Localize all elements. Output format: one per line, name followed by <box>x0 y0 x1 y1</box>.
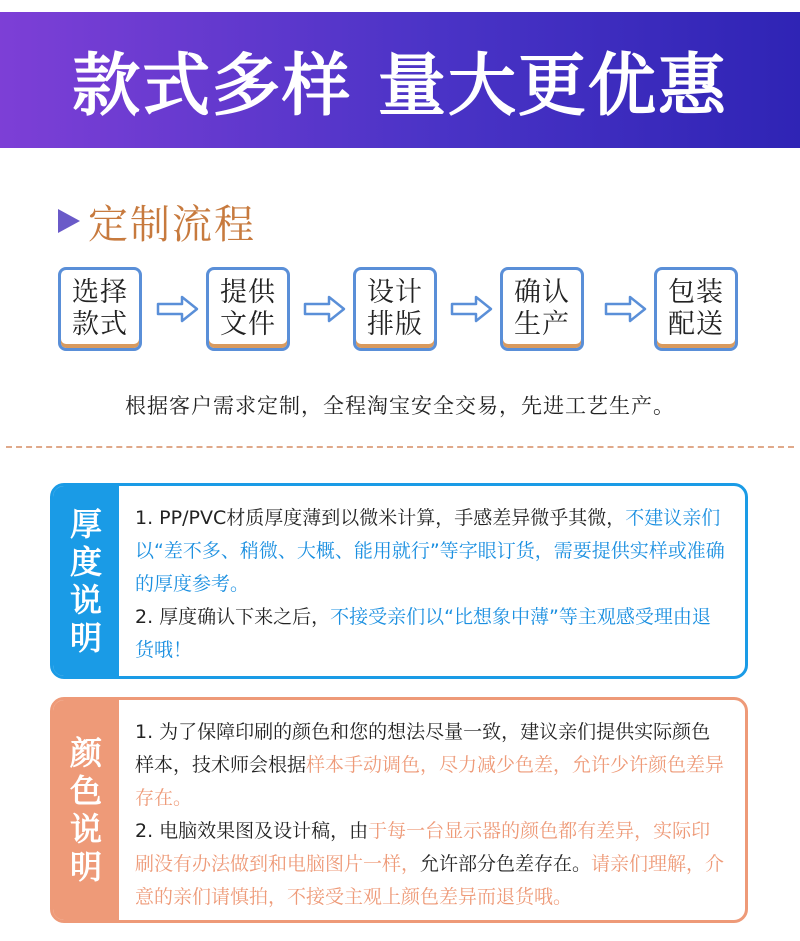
thickness-label <box>53 486 119 676</box>
color-text <box>119 700 745 920</box>
text-highlight: 样本手动调色，尽力减少色差，允许少许颜色差异存在。 <box>135 754 725 809</box>
step-package-deliver <box>654 267 738 351</box>
color-paragraph-2 <box>135 815 727 914</box>
text-normal: 1. PP/PVC材质厚度薄到以微米计算，手感差异微乎其微， <box>135 507 626 529</box>
thickness-paragraph-2 <box>135 601 727 667</box>
text-highlight: 不接受亲们以“比想象中薄”等主观感受理由退货哦！ <box>135 606 711 661</box>
text-highlight: 于每一台显示器的颜色都有差异，实际印刷没有办法做到和电脑图片一样， <box>135 820 711 875</box>
step-line: 文件 <box>220 309 276 340</box>
label-char: 颜 <box>69 734 102 772</box>
label-char: 厚 <box>69 505 102 543</box>
step-provide-file <box>206 267 290 351</box>
label-char: 色 <box>69 772 102 810</box>
step-select-style <box>58 267 142 351</box>
promo-banner <box>0 12 800 148</box>
color-label <box>53 700 119 920</box>
step-confirm-produce <box>500 267 584 351</box>
process-intro: 根据客户需求定制，全程淘宝安全交易，先进工艺生产。 <box>125 394 675 418</box>
thickness-text <box>119 486 745 676</box>
arrow-right-icon <box>303 293 347 325</box>
thickness-paragraph-1 <box>135 502 727 601</box>
process-heading-text: 定制流程 <box>88 201 256 248</box>
arrow-right-icon <box>604 293 648 325</box>
color-paragraph-1 <box>135 716 727 815</box>
step-line: 确认 <box>514 277 570 308</box>
step-line: 设计 <box>367 277 423 308</box>
label-char: 说 <box>69 581 102 619</box>
text-normal: 1. 为了保障印刷的颜色和您的想法尽量一致，建议亲们提供实际颜色样本，技术师会根据 <box>135 721 711 776</box>
step-design-layout <box>353 267 437 351</box>
thickness-notice-card <box>50 483 748 679</box>
process-heading <box>58 196 256 246</box>
step-line: 提供 <box>220 277 276 308</box>
banner-title: 款式多样 量大更优惠 <box>72 46 728 126</box>
label-char: 明 <box>69 848 102 886</box>
text-normal: 2. 电脑效果图及设计稿，由 <box>135 820 369 842</box>
step-line: 选择 <box>72 277 128 308</box>
color-notice-card <box>50 697 748 923</box>
process-steps <box>58 267 748 353</box>
triangle-marker-icon <box>58 209 80 233</box>
step-line: 生产 <box>514 309 570 340</box>
step-line: 包装 <box>668 277 724 308</box>
text-highlight: 请亲们理解，介意的亲们请慎拍，不接受主观上颜色差异而退货哦。 <box>135 853 725 908</box>
label-char: 说 <box>69 810 102 848</box>
step-line: 款式 <box>72 309 128 340</box>
dashed-divider <box>6 446 794 448</box>
step-line: 配送 <box>668 309 724 340</box>
arrow-right-icon <box>156 293 200 325</box>
label-char: 度 <box>69 543 102 581</box>
step-line: 排版 <box>367 309 423 340</box>
text-normal: 允许部分色差存在。 <box>420 853 592 875</box>
arrow-right-icon <box>450 293 494 325</box>
text-normal: 2. 厚度确认下来之后， <box>135 606 331 628</box>
label-char: 明 <box>69 619 102 657</box>
text-highlight: 不建议亲们以“差不多、稍微、大概、能用就行”等字眼订货，需要提供实样或准确的厚度参考。 <box>135 507 725 595</box>
